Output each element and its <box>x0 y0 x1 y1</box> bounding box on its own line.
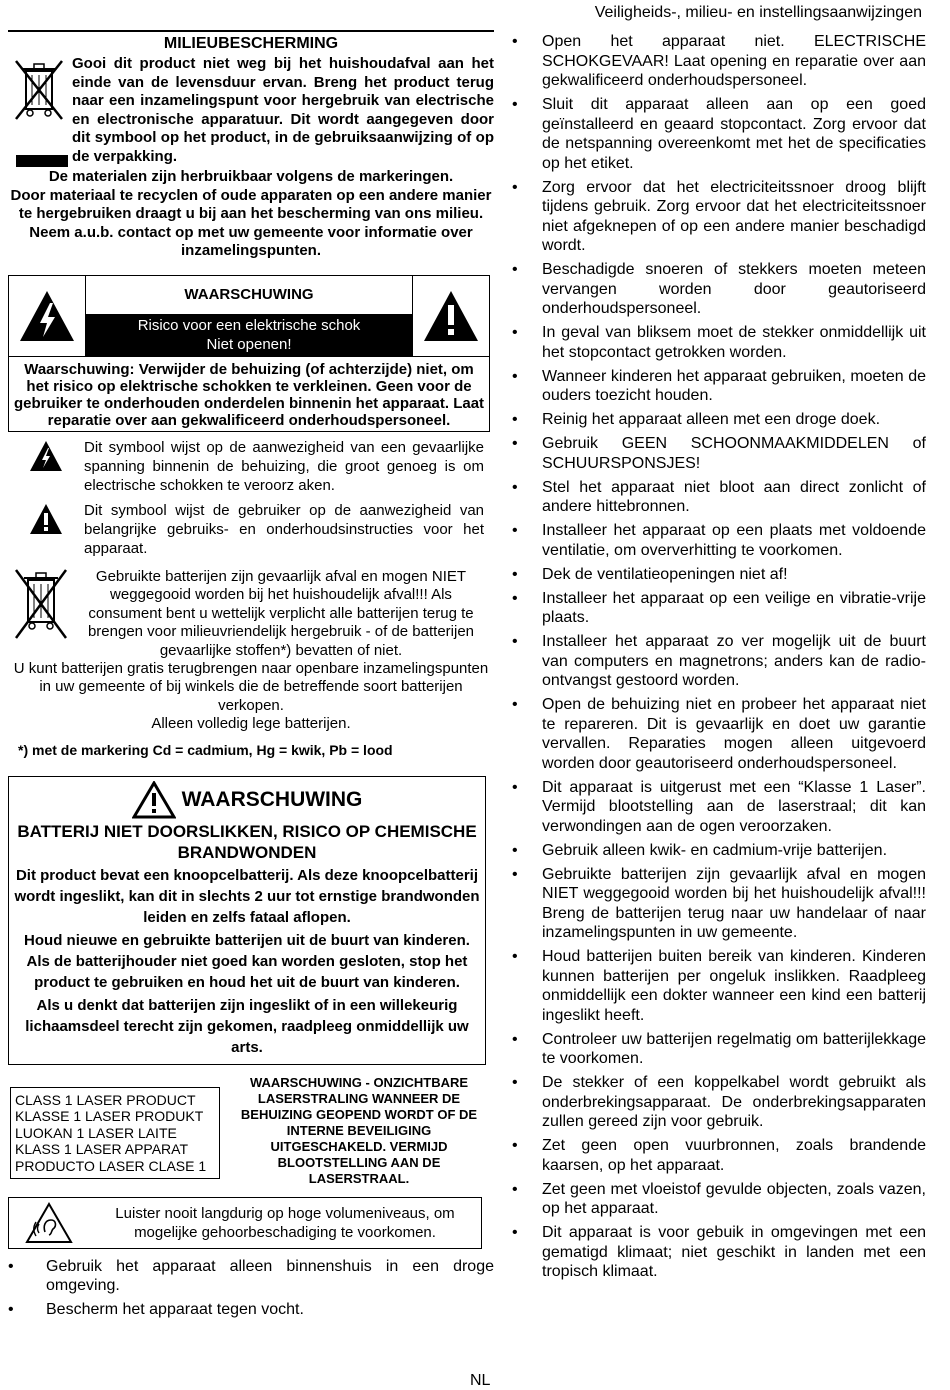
list-item: • Zet geen met vloeistof gevulde objecten, zoals vazen, op het apparaat. <box>512 1180 926 1219</box>
laser-section <box>8 1075 494 1187</box>
list-item: • Reinig het apparaat alleen met een droge doek. <box>512 410 926 430</box>
battery-ingestion-warning <box>8 776 486 1065</box>
list-item: • Beschadigde snoeren of stekkers moeten meteen vervangen worden door geautoriseerd onderhoudspersoneel. <box>512 260 926 319</box>
ear-warning-icon <box>9 1202 89 1244</box>
list-item: • Installeer het apparaat op een plaats met voldoende ventilatie, om oververhitting te voorkomen. <box>512 521 926 560</box>
list-item: • Wanneer kinderen het apparaat gebruiken, moeten de ouders toezicht houden. <box>512 367 926 406</box>
recycle-text: De materialen zijn herbruikbaar volgens de markeringen. <box>48 168 454 185</box>
hearing-warning-text: Luister nooit langdurig op hoge volumeniveaus, om mogelijke gehoorbeschadiging te voorkomen. <box>115 1204 455 1241</box>
list-item: • Open de behuizing niet en probeer het apparaat niet te repareren. Dit is gevaarlijk en doet uw garantie vervallen. Reparaties mogen alleen uitgevoerd worden door geautoriseerd onderhoudspersoneel. <box>512 695 926 773</box>
exclamation-icon <box>8 501 84 558</box>
big-warning-body-1: Dit product bevat een knoopcelbatterij. Als deze knoopcelbatterij wordt ingeslikt, kan dit in slechts 2 uur tot ernstige brandwonden leiden en zelfs fataal aflopen. <box>14 866 480 926</box>
recycle-more-text: Door materiaal te recyclen of oude apparaten op een andere manier te hergebruiken draagt u bij aan het bescherming van ons milieu. Neem a.u.b. contact op met uw gemeente voor informatie over inzamelingspunten. <box>10 186 492 259</box>
list-item: • Zet geen open vuurbronnen, zoals brandende kaarsen, op het apparaat. <box>512 1136 926 1175</box>
exclamation-symbol-row <box>8 501 494 558</box>
list-item: • Gebruik GEEN SCHOONMAAKMIDDELEN of SCHUURSPONSJES! <box>512 434 926 473</box>
weee-bar-icon <box>16 155 68 167</box>
laser-line: KLASS 1 LASER APPARAT <box>15 1141 189 1157</box>
page-header: Veiligheids-, milieu- en instellingsaanwijzingen <box>594 4 922 21</box>
list-item: • Open het apparaat niet. ELECTRISCHE SCHOKGEVAAR! Laat opening en reparatie over aan gekwalificeerd onderhoudspersoneel. <box>512 32 926 91</box>
environment-title: MILIEUBESCHERMING <box>8 30 494 53</box>
list-item: • Controleer uw batterijen regelmatig om batterijlekkage te voorkomen. <box>512 1030 926 1069</box>
laser-line: KLASSE 1 LASER PRODUKT <box>15 1108 204 1124</box>
list-item: • Installeer het apparaat op een veilige en vibratie-vrije plaats. <box>512 589 926 628</box>
big-warning-body-2: Houd nieuwe en gebruikte batterijen uit de buurt van kinderen. Als de batterijhouder niet goed kan worden gesloten, stop het product te gebruiken en houd het uit de buurt van kinderen. <box>24 931 470 991</box>
big-warning-subtitle: BATTERIJ NIET DOORSLIKKEN, RISICO OP CHEMISCHE BRANDWONDEN <box>17 821 477 862</box>
list-item: • Dit apparaat is voor gebuik in omgevingen met een gematigd klimaat; niet geschikt in landen met een tropisch klimaat. <box>512 1223 926 1282</box>
laser-line: CLASS 1 LASER PRODUCT <box>15 1091 196 1108</box>
hearing-warning-box <box>8 1197 482 1249</box>
laser-warning-text: WAARSCHUWING - ONZICHTBARE LASERSTRALING WANNEER DE BEHUIZING GEOPEND WORDT OF DE INTERNE BEVEILIGING UITGESCHAKELD. VERMIJD BLOOTSTELLING AAN DE LASERSTRAAL. <box>240 1074 478 1186</box>
crossed-bin-icon <box>10 57 68 121</box>
right-bullet-list <box>512 32 926 1282</box>
exclamation-symbol-text: Dit symbool wijst de gebruiker op de aanwezigheid van belangrijke gebruiks- en onderhoudsinstructies voor het apparaat. <box>84 501 484 557</box>
list-item: • Dek de ventilatieopeningen niet af! <box>512 565 926 585</box>
battery-marking-note: *) met de markering Cd = cadmium, Hg = kwik, Pb = lood <box>18 741 393 758</box>
list-item: • Bescherm het apparaat tegen vocht. <box>8 1300 494 1320</box>
list-item: • Sluit dit apparaat alleen aan op een goed geïnstalleerd en geaard stopcontact. Zorg ervoor dat de netspanning overeenkomt met het de specificaties op het etiket. <box>512 95 926 173</box>
list-item: • Gebruikte batterijen zijn gevaarlijk afval en mogen NIET weggegooid worden bij het huishoudelijk afval!!! Breng de batterijen terug naar uw handelaar of naar inzamelingspunten in uw gemeente. <box>512 865 926 943</box>
list-item: • Dit apparaat is uitgerust met een “Klasse 1 Laser”. Vermijd blootstelling aan de laserstraal; dit kan verwondingen aan de ogen veroorzaken. <box>512 778 926 837</box>
bolt-symbol-row <box>8 438 494 495</box>
shock-warning-box <box>8 275 490 432</box>
battery-bin-icon <box>10 564 72 644</box>
lightning-warning-icon <box>9 276 85 356</box>
laser-line: PRODUCTO LASER CLASE 1 <box>15 1157 207 1174</box>
list-item: • De stekker of een koppelkabel wordt gebruikt als onderbrekingsapparaat. De onderbrekingsapparaten zullen gereed zijn voor gebruik. <box>512 1073 926 1132</box>
right-column <box>512 32 926 1286</box>
page-language-footer: NL <box>470 1372 491 1389</box>
left-column <box>8 30 494 1323</box>
battery-empty-text: Alleen volledig lege batterijen. <box>151 715 351 732</box>
laser-line: LUOKAN 1 LASER LAITE <box>15 1124 177 1141</box>
laser-class-label <box>10 1087 220 1179</box>
list-item: • Gebruik het apparaat alleen binnenshuis in een droge omgeving. <box>8 1257 494 1296</box>
big-warning-body-3: Als u denkt dat batterijen zijn ingeslikt of in een willekeurig lichaamsdeel terecht zijn gekomen, raadpleeg onmiddellijk uw arts. <box>25 996 469 1056</box>
warning-box-text: Waarschuwing: Verwijder de behuizing (of achterzijde) niet, om het risico op elektrische schokken te verkleinen. Geen voor de gebruiker te onderhouden onderdelen binnenin het apparaat. Laat reparatie over aan gekwalificeerd onderhoudspersoneel. <box>13 360 485 429</box>
bolt-symbol-text: Dit symbool wijst op de aanwezigheid van een gevaarlijke spanning binnenin de behuizing, die groot genoeg is om electrische schokken te veroorz aken. <box>84 438 484 494</box>
exclamation-warning-icon <box>413 276 489 356</box>
big-warning-title: WAARSCHUWING <box>181 787 363 811</box>
environment-text: Gooi dit product niet weg bij het huishoudafval aan het einde van de levensduur ervan. Breng het product terug naar een inzamelingspunt voor hergebruik van electrische en electronische apparatuur. Dit wordt aangegeven door dit symbool op het product, in de gebruiksaanwijzing of op de verpakking. <box>72 55 494 165</box>
bolt-icon <box>8 438 84 495</box>
left-bullet-list <box>8 1257 494 1320</box>
list-item: • In geval van bliksem moet de stekker onmiddellijk uit het stopcontact getrokken worden. <box>512 323 926 362</box>
warning-box-subtitle <box>86 314 412 356</box>
warning-triangle-icon <box>132 781 176 819</box>
list-item: • Installeer het apparaat zo ver mogelijk uit de buurt van computers en magnetrons; anders kan de radio-ontvangst gestoord worden. <box>512 632 926 691</box>
battery-more-text: U kunt batterijen gratis terugbrengen naar openbare inzamelingspunten in uw gemeente of bij winkels die de betreffende soort batterijen verkopen. <box>13 659 489 714</box>
environment-section <box>8 55 494 166</box>
list-item: • Zorg ervoor dat het electriciteitssnoer droog blijft tijdens gebruik. Zorg ervoor dat het electriciteitssnoer niet afgeknepen of op een andere manier beschadigd wordt. <box>512 178 926 256</box>
list-item: • Stel het apparaat niet bloot aan direct zonlicht of andere hittebronnen. <box>512 478 926 517</box>
warning-box-line2: Niet openen! <box>206 335 292 353</box>
battery-text: Gebruikte batterijen zijn gevaarlijk afval en mogen NIET weggegooid worden bij het huishoudelijk afval!!! Als consument bent u wettelijk verplicht alle batterijen terug te brengen voor milieuvriendelijk hergebruik - of de batterijen gevaarlijke stoffen*) bevatten of niet. <box>87 567 475 659</box>
warning-box-title: WAARSCHUWING <box>184 286 314 303</box>
warning-box-line1: Risico voor een elektrische schok <box>137 316 361 334</box>
battery-section <box>8 568 494 660</box>
list-item: • Gebruik alleen kwik- en cadmium-vrije batterijen. <box>512 841 926 861</box>
list-item: • Houd batterijen buiten bereik van kinderen. Kinderen kunnen batterijen per ongeluk inslikken. Raadpleeg onmiddellijk een dokter wanneer een kind een batterij ingeslikt heeft. <box>512 947 926 1025</box>
